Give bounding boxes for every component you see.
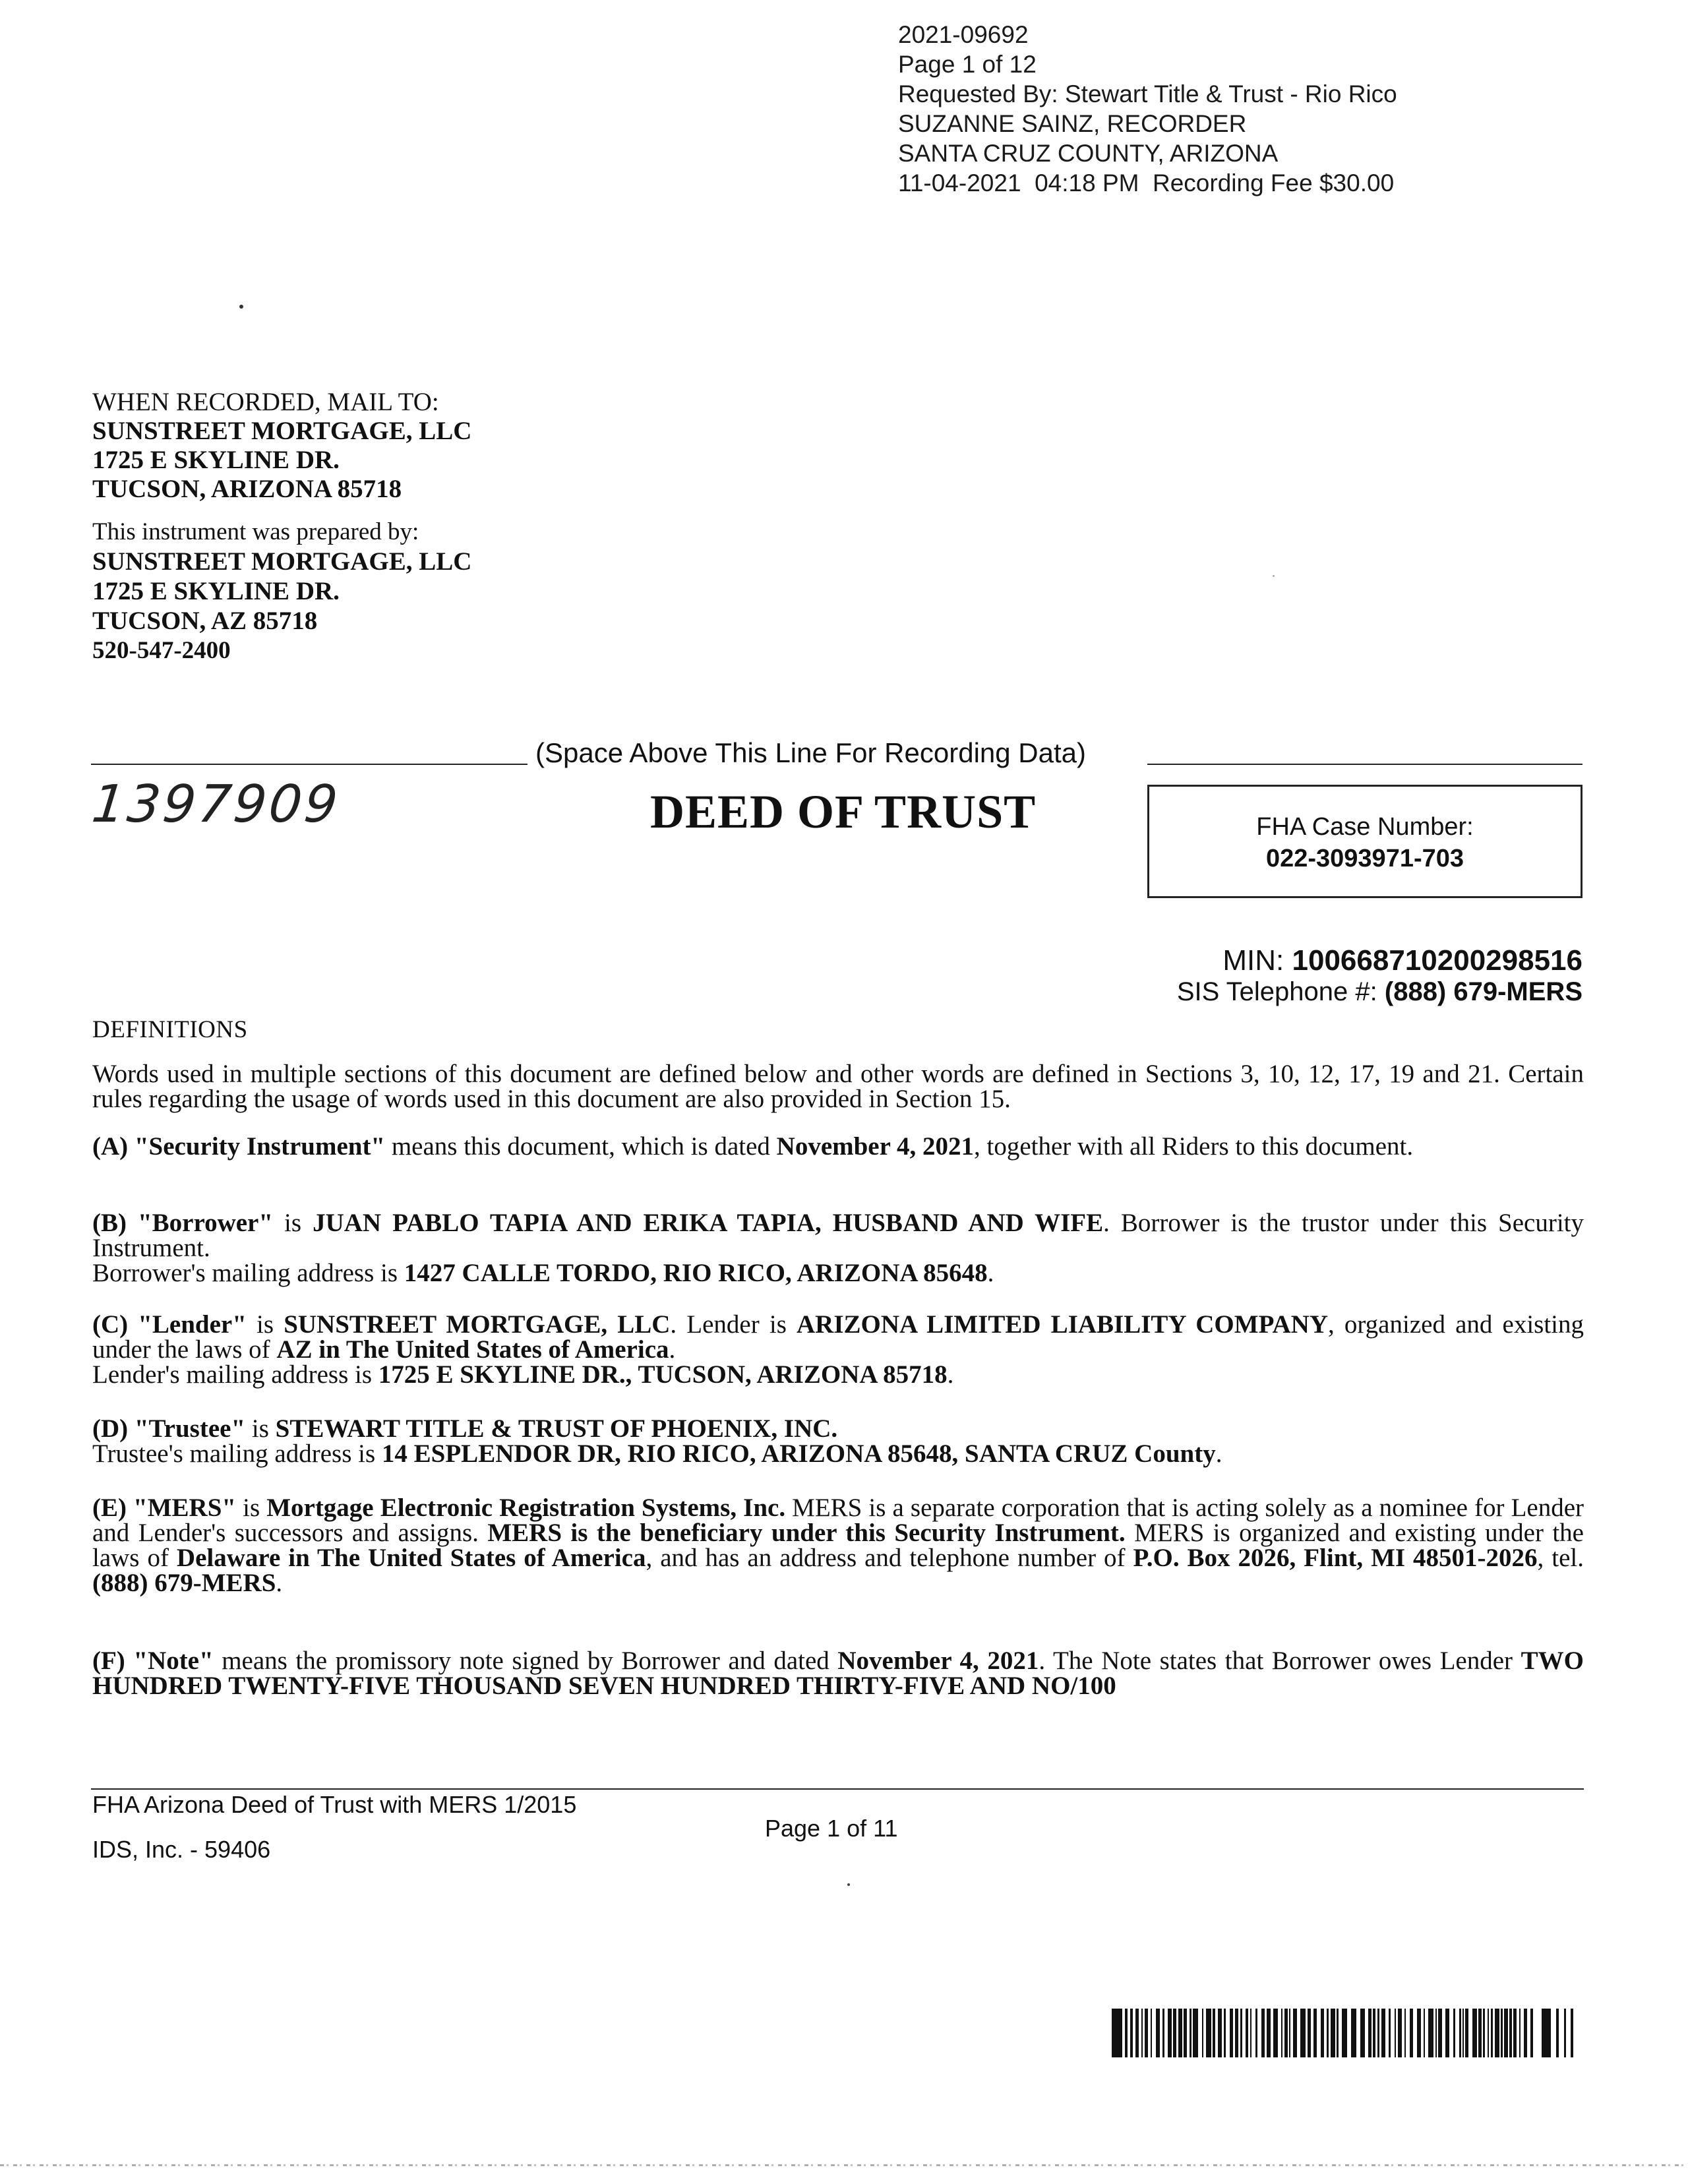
definition-c (92, 1312, 1584, 1387)
borrower-name: JUAN PABLO TAPIA AND ERIKA TAPIA, HUSBAND AND WIFE (313, 1209, 1104, 1237)
mail-to-name: SUNSTREET MORTGAGE, LLC (92, 417, 472, 445)
definition-a-text: means this document, which is dated (385, 1132, 777, 1161)
lender-governing-law: AZ in The United States of America (276, 1335, 669, 1364)
sis-label: SIS Telephone #: (1176, 977, 1385, 1006)
sis-value: (888) 679-MERS (1384, 977, 1582, 1006)
definition-e-text: is (236, 1494, 267, 1522)
definition-d (92, 1416, 1584, 1467)
definition-f (92, 1649, 1584, 1699)
trustee-name: STEWART TITLE & TRUST OF PHOENIX, INC. (275, 1414, 838, 1443)
prepared-by-block (92, 517, 471, 665)
recording-page-count: Page 1 of 12 (898, 51, 1037, 78)
definitions-heading: DEFINITIONS (92, 1016, 248, 1043)
fha-case-box (1147, 785, 1582, 898)
footer-page-number: Page 1 of 11 (765, 1815, 898, 1842)
min-label: MIN: (1222, 944, 1292, 977)
mail-to-block (92, 388, 471, 504)
definition-c-text-2: . Lender is (670, 1310, 797, 1339)
mers-telephone: (888) 679-MERS (92, 1569, 276, 1597)
fha-case-label: FHA Case Number: (1256, 813, 1474, 841)
borrower-address-label: Borrower's mailing address is (92, 1259, 404, 1287)
definition-a-label: (A) "Security Instrument" (92, 1132, 386, 1161)
definition-c-text: is (246, 1310, 284, 1339)
definition-b-text-end: . Borrower is the trustor under this Security Instrument. (92, 1209, 1584, 1262)
lender-entity-type: ARIZONA LIMITED LIABILITY COMPANY (797, 1310, 1329, 1339)
barcode-image (1112, 2009, 1580, 2057)
min-line (1222, 944, 1582, 977)
mers-name: Mortgage Electronic Registration Systems, Inc. (266, 1494, 786, 1522)
scan-edge-artifact (0, 2164, 1688, 2166)
lender-address-end: . (947, 1360, 954, 1389)
trustee-address-end: . (1215, 1440, 1222, 1468)
mail-to-street: 1725 E SKYLINE DR. (92, 446, 340, 474)
recording-datetime-fee: 11-04-2021 04:18 PM Recording Fee $30.00 (898, 169, 1395, 197)
lender-address: 1725 E SKYLINE DR., TUCSON, ARIZONA 85718 (378, 1360, 948, 1389)
definition-e-text-5: , tel. (1537, 1544, 1584, 1572)
footer-form-name: FHA Arizona Deed of Trust with MERS 1/2015 (92, 1791, 577, 1818)
definition-e-label: (E) "MERS" (92, 1494, 237, 1522)
scan-speck (239, 305, 243, 309)
mers-beneficiary-statement: MERS is the beneficiary under this Security Instrument. (487, 1519, 1126, 1547)
requested-by: Requested By: Stewart Title & Trust - Rio Rico (898, 80, 1397, 107)
lender-address-label: Lender's mailing address is (92, 1360, 378, 1389)
prepared-by-heading: This instrument was prepared by: (92, 518, 419, 545)
prepared-by-phone: 520-547-2400 (92, 637, 231, 664)
definition-e-text-3: MERS is organized and existing under the laws of (92, 1519, 1584, 1572)
space-above-line-label: (Space Above This Line For Recording Data) (535, 737, 1086, 768)
definition-d-text: is (245, 1414, 276, 1443)
definition-f-text: means the promissory note signed by Borrower and dated (213, 1647, 838, 1675)
definition-c-text-3: , organized and existing under the laws of (92, 1310, 1584, 1364)
recording-divider-left (91, 764, 528, 765)
borrower-address: 1427 CALLE TORDO, RIO RICO, ARIZONA 85648 (404, 1259, 988, 1287)
mail-to-city: TUCSON, ARIZONA 85718 (92, 475, 402, 503)
recording-county: SANTA CRUZ COUNTY, ARIZONA (898, 140, 1279, 167)
definitions-intro-text: Words used in multiple sections of this document are defined below and other words are defined in Sections 3, 10, 12, 17, 19 and 21. Certain rules regarding the usage of words used in this document are also provided in Section 15. (92, 1060, 1584, 1113)
definitions-intro (92, 1062, 1584, 1112)
mers-address: P.O. Box 2026, Flint, MI 48501-2026 (1133, 1544, 1538, 1572)
definition-e-text-6: . (276, 1569, 283, 1597)
note-date: November 4, 2021 (837, 1647, 1039, 1675)
definition-a-date: November 4, 2021 (776, 1132, 974, 1161)
prepared-by-name: SUNSTREET MORTGAGE, LLC (92, 547, 472, 576)
trustee-address: 14 ESPLENDOR DR, RIO RICO, ARIZONA 85648, SANTA CRUZ County (381, 1440, 1216, 1468)
definition-a-text-end: , together with all Riders to this document. (973, 1132, 1414, 1161)
definition-d-label: (D) "Trustee" (92, 1414, 246, 1443)
definition-f-text-2: . The Note states that Borrower owes Lender (1039, 1647, 1521, 1675)
note-amount-words: TWO HUNDRED TWENTY-FIVE THOUSAND SEVEN HUNDRED THIRTY-FIVE AND NO/100 (92, 1647, 1584, 1700)
min-value: 100668710200298516 (1292, 944, 1582, 977)
prepared-by-street: 1725 E SKYLINE DR. (92, 577, 340, 605)
footer-divider (91, 1788, 1584, 1790)
definition-b-text: is (273, 1209, 313, 1237)
trustee-address-label: Trustee's mailing address is (92, 1440, 382, 1468)
borrower-address-end: . (987, 1259, 994, 1287)
definition-b-label: (B) "Borrower" (92, 1209, 274, 1237)
fha-case-number: 022-3093971-703 (1265, 845, 1464, 872)
footer-ids-code: IDS, Inc. - 59406 (92, 1836, 271, 1863)
definition-a (92, 1134, 1584, 1159)
document-number: 2021-09692 (898, 21, 1029, 48)
document-title: DEED OF TRUST (650, 785, 1037, 838)
recording-divider-right (1147, 764, 1582, 765)
prepared-by-city: TUCSON, AZ 85718 (92, 607, 318, 635)
definition-f-label: (F) "Note" (92, 1647, 214, 1675)
recording-stamp (898, 20, 1397, 198)
lender-name: SUNSTREET MORTGAGE, LLC (284, 1310, 671, 1339)
definition-e-text-2: MERS is a separate corporation that is acting solely as a nominee for Lender and Lender's successors and assigns. (92, 1494, 1584, 1547)
sis-telephone-line (1177, 977, 1582, 1007)
definition-c-text-4: . (669, 1335, 676, 1364)
definition-e (92, 1496, 1584, 1596)
handwritten-file-number: 1397909 (89, 775, 344, 834)
definition-b (92, 1211, 1584, 1286)
scan-speck (847, 1883, 850, 1886)
mail-to-heading: WHEN RECORDED, MAIL TO: (92, 388, 439, 416)
scan-speck (1273, 575, 1275, 577)
definition-c-label: (C) "Lender" (92, 1310, 247, 1339)
recorder-name: SUZANNE SAINZ, RECORDER (898, 110, 1247, 137)
mers-governing-law: Delaware in The United States of America (176, 1544, 646, 1572)
definition-e-text-4: , and has an address and telephone number of (646, 1544, 1133, 1572)
